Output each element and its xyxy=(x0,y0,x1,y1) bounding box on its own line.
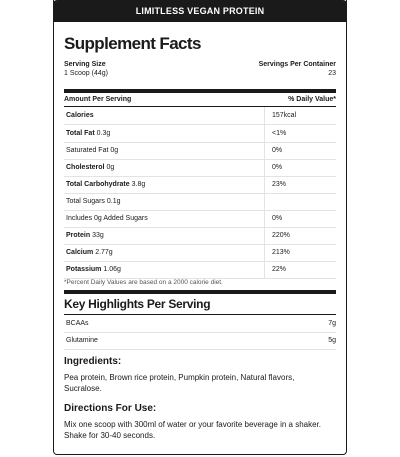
daily-value-header: % Daily Value* xyxy=(288,96,336,103)
nutrient-dv: 220% xyxy=(272,232,290,239)
table-row xyxy=(64,125,336,143)
nutrient-name: Potassium xyxy=(66,266,102,273)
table-row xyxy=(64,193,336,211)
nutrient-name: Calcium xyxy=(66,249,94,256)
table-row xyxy=(64,261,336,279)
list-item xyxy=(64,332,336,350)
nutrient-name: Total Fat xyxy=(66,130,95,137)
nutrient-dv: 23% xyxy=(272,181,287,188)
directions-title: Directions For Use: xyxy=(64,403,157,414)
servings-per-container-value: 23 xyxy=(328,70,336,77)
highlight-name: Glutamine xyxy=(66,337,98,344)
nutrient-dv: 0% xyxy=(272,215,283,222)
nutrient-dv: 213% xyxy=(272,249,290,256)
table-row xyxy=(64,227,336,245)
key-highlights-title: Key Highlights Per Serving xyxy=(64,297,211,311)
amount-per-serving-header: Amount Per Serving xyxy=(64,96,132,103)
table-row xyxy=(64,210,336,228)
daily-value-footnote: *Percent Daily Values are based on a 2000 calorie diet. xyxy=(64,279,223,286)
nutrient-amount: 1.06g xyxy=(103,266,121,273)
nutrient-amount: 0g xyxy=(110,147,119,154)
product-banner: LIMITLESS VEGAN PROTEIN xyxy=(53,0,347,22)
ingredients-title: Ingredients: xyxy=(64,356,122,367)
nutrient-dv: <1% xyxy=(272,130,287,137)
serving-size-value: 1 Scoop (44g) xyxy=(64,70,108,77)
ingredients-text: Pea protein, Brown rice protein, Pumpkin protein, Natural flavors, Sucralose. xyxy=(64,373,295,393)
nutrient-dv: 0% xyxy=(272,164,283,171)
nutrient-amount: 0.1g xyxy=(106,198,121,205)
nutrient-name: Saturated Fat xyxy=(66,147,109,154)
nutrient-name: Includes 0g Added Sugars xyxy=(66,215,148,222)
nutrient-amount: 2.77g xyxy=(95,249,113,256)
nutrient-name: Total Sugars xyxy=(66,198,105,205)
nutrient-name: Calories xyxy=(66,112,94,119)
nutrient-name: Protein xyxy=(66,232,91,239)
highlight-value: 5g xyxy=(328,337,336,344)
table-row xyxy=(64,107,336,125)
thick-divider xyxy=(64,89,336,93)
servings-per-container-label: Servings Per Container xyxy=(258,61,336,68)
list-item xyxy=(64,315,336,333)
nutrient-amount: 0g xyxy=(106,164,115,171)
nutrient-name: Total Carbohydrate xyxy=(66,181,130,188)
nutrient-amount: 0.3g xyxy=(96,130,111,137)
table-row xyxy=(64,142,336,160)
nutrient-name: Cholesterol xyxy=(66,164,105,171)
table-row xyxy=(64,159,336,177)
nutrient-dv: 22% xyxy=(272,266,287,273)
supplement-facts-title: Supplement Facts xyxy=(64,34,201,53)
thick-divider xyxy=(64,290,336,294)
table-row xyxy=(64,244,336,262)
nutrient-dv: 157kcal xyxy=(272,112,297,119)
serving-size-label: Serving Size xyxy=(64,61,106,68)
nutrient-amount: 3.8g xyxy=(131,181,146,188)
directions-text: Mix one scoop with 300ml of water or your favorite beverage in a shaker. Shake for 30-40 seconds. xyxy=(64,420,322,440)
table-row xyxy=(64,176,336,194)
highlight-value: 7g xyxy=(328,320,336,327)
nutrient-amount: 33g xyxy=(92,232,104,239)
nutrient-dv: 0% xyxy=(272,147,283,154)
highlight-name: BCAAs xyxy=(66,320,89,327)
